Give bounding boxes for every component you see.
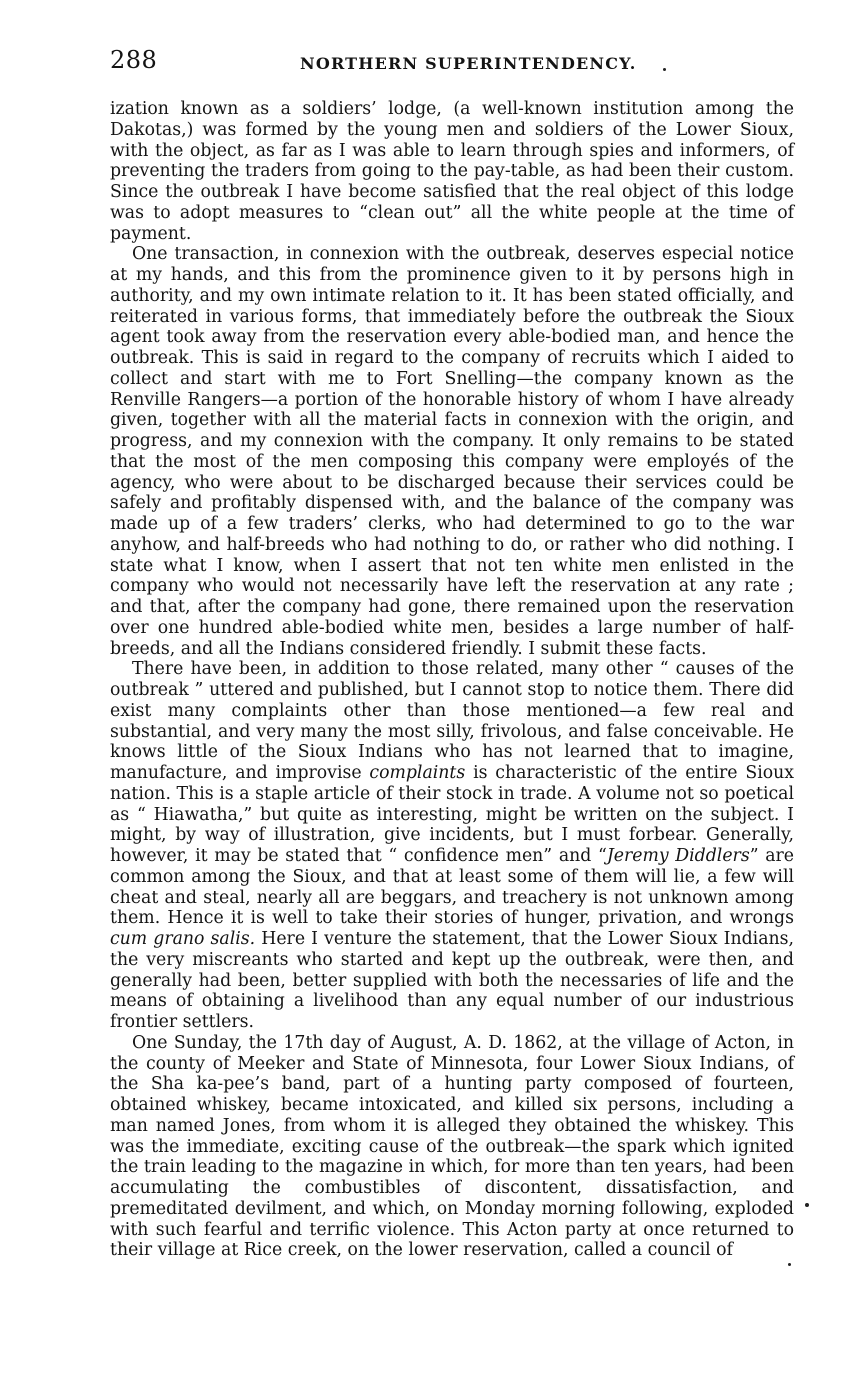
paragraph-4-text: One Sunday, the 17th day of August, A. D. 1862, at the village of Acton, in the county of Meeker and State of Minnesota, four Lower Sioux Indians, of the Sha ka-pee’s band, part of a hunting party composed of fourteen, obtained whiskey, became intoxicated, and killed six persons, including a man named Jones, from whom it is alleged they obtained the whiskey. This was the immediate, exciting cause of the outbreak—the spark which ignited the train leading to the magazine in which, for more than ten years, had been accumulating the combustibles of discontent, dissatisfaction, and premeditated devilment, and which, on Monday morning following, exploded with such fearful and terrific violence. This Acton party at once returned to their village at Rice creek, on the lower reservation, called a council of <box>110 1032 794 1261</box>
paragraph-4 <box>110 1033 794 1261</box>
print-speck <box>663 68 666 71</box>
paragraph-1-text: ization known as a soldiers’ lodge, (a well-known institution among the Dakotas,) was formed by the young men and soldiers of the Lower Sioux, with the object, as far as I was able to learn through spies and informers, of preventing the traders from going to the pay-table, as had been their custom. Since the outbreak I have become satisfied that the real object of this lodge was to adopt measures to “clean out” all the white people at the time of payment. <box>110 99 794 244</box>
paragraph-3-segment: is characteristic of the entire Sioux nation. This is a staple article of their stock in trade. A volume not so poetical as “ Hiawatha,” but quite as interesting, might be written on the subject. I might, by way of illustration, give incidents, but I must forbear. Generally, however, it may be stated that “ confidence men” and “ <box>110 763 794 866</box>
paragraph-3-italic-cum-grano-salis: cum grano salis. <box>110 929 256 949</box>
paragraph-2-text: One transaction, in connexion with the outbreak, deserves especial notice at my hands, and this from the prominence given to it by persons high in authority, and my own intimate relation to it. It has been stated officially, and reiterated in various forms, that immediately before the outbreak the Sioux agent took away from the reservation every able-bodied man, and hence the outbreak. This is said in regard to the company of recruits which I aided to collect and start with me to Fort Snelling—the company known as the Renville Rangers—a portion of the honorable history of whom I have already given, together with all the material facts in connexion with the origin, and progress, and my connexion with the company. It only remains to be stated that the most of the men composing this company were employés of the agency, who were about to be discharged because their services could be safely and profitably dispensed with, and the balance of the company was made up of a few traders’ clerks, who had determined to go to the war anyhow, and half-breeds who had nothing to do, or rather who did nothing. I state what I know, when I assert that not ten white men enlisted in the company who would not necessarily have left the reservation at any rate ; and that, after the company had gone, there remained upon the reservation over one hundred able-bodied white men, besides a large number of half-breeds, and all the Indians considered friendly. I submit these facts. <box>110 244 794 659</box>
running-head <box>110 46 794 80</box>
paragraph-1 <box>110 99 794 244</box>
header-title: NORTHERN SUPERINTENDENCY. <box>300 54 637 73</box>
paragraph-3-segment: There have been, in addition to those related, many other “ causes of the outbreak ” uttered and published, but I cannot stop to notice them. There did exist many complaints other than those mentioned—a few real and substantial, and very many the most silly, frivolous, and false conceivable. He knows little of the Sioux Indians who has not learned that to imagine, manufacture, and improvise <box>110 659 794 783</box>
paragraph-2 <box>110 244 794 659</box>
paragraph-3-italic-complaints: complaints <box>369 763 466 783</box>
page-number: 288 <box>110 46 158 74</box>
paragraph-3 <box>110 659 794 1033</box>
paragraph-3-segment: ” are common among the Sioux, and that at least some of them will lie, a few will cheat and steal, nearly all are beggars, and treachery is not unknown among them. Hence it is well to take their stories of hunger, privation, and wrongs <box>110 846 794 929</box>
paragraph-3-italic-jeremy-diddlers: Jeremy Diddlers <box>606 846 750 866</box>
paragraph-3-segment: Here I venture the statement, that the Lower Sioux Indians, the very miscreants who started and kept up the outbreak, were then, and generally had been, better supplied with both the necessaries of life and the means of obtaining a livelihood than any equal number of our industrious frontier settlers. <box>110 929 795 1032</box>
print-speck <box>788 1263 791 1266</box>
print-speck <box>805 1203 809 1207</box>
body-text <box>110 99 794 1261</box>
